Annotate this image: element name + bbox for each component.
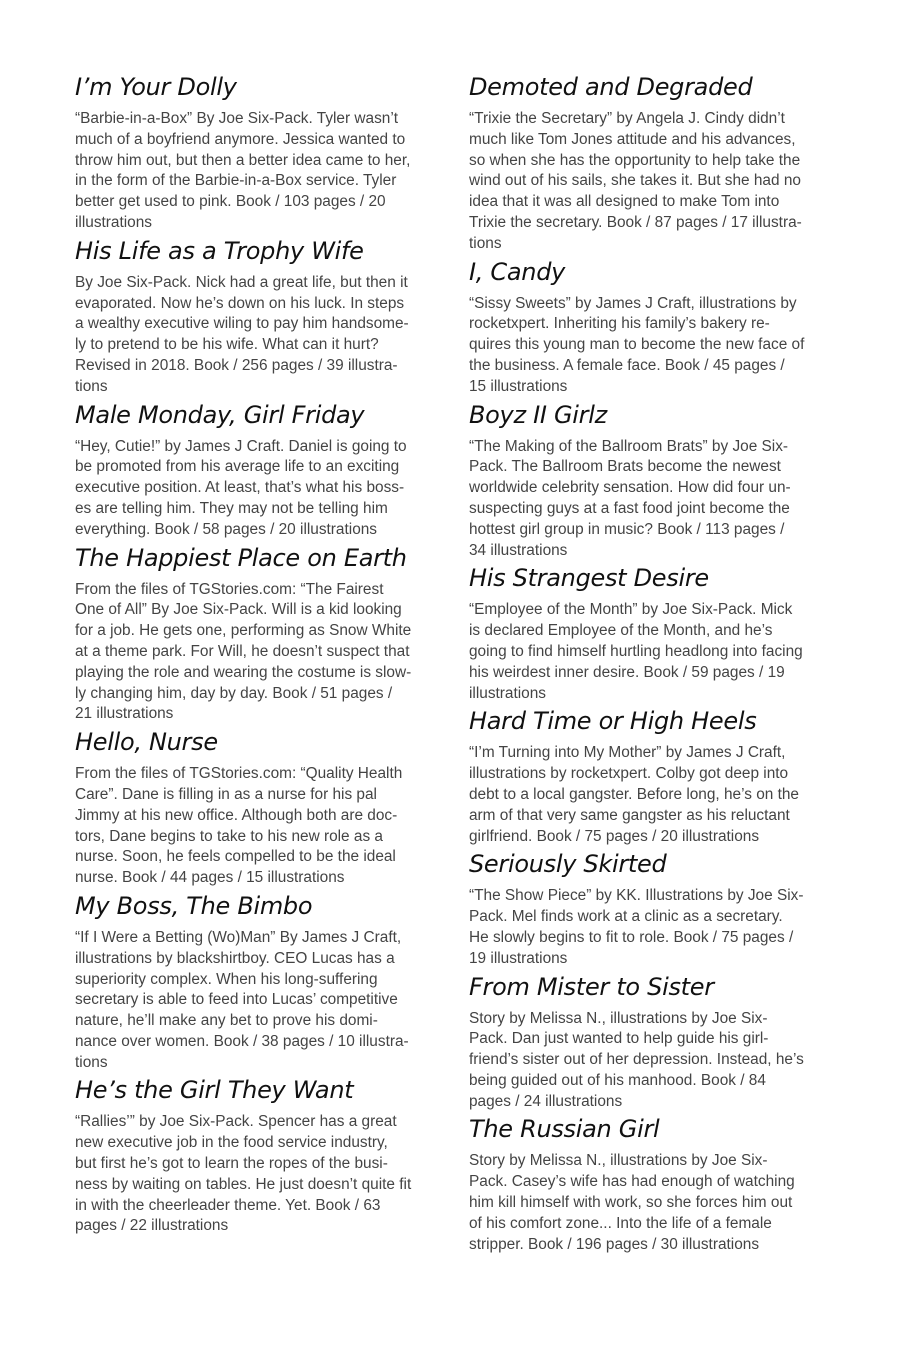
book-title: His Life as a Trophy Wife <box>75 236 364 265</box>
book-description: “Trixie the Secretary” by Angela J. Cindy didn’t much like Tom Jones attitude and his advances, so when she has the opportunity to help take the wind out of his sails, she takes it. But she had no idea that it was all designed to make Tom into Trixie the secretary. Book / 87 pages / 17 illustra- tions <box>469 110 802 252</box>
book-entry <box>75 234 435 398</box>
book-title: I, Candy <box>469 257 566 286</box>
book-entry <box>75 70 435 234</box>
book-entry <box>469 970 829 1113</box>
book-description: Story by Melissa N., illustrations by Joe Six- Pack. Casey’s wife has had enough of watching him kill himself with work, so she forces him out of his comfort zone... Into the life of a female stripper. Book / 196 pages / 30 illustrations <box>469 1152 795 1253</box>
book-description: “The Show Piece” by KK. Illustrations by Joe Six- Pack. Mel finds work at a clinic as a secretary. He slowly begins to fit to role. Book / 75 pages / 19 illustrations <box>469 887 804 967</box>
book-description: From the files of TGStories.com: “The Fairest One of All” By Joe Six-Pack. Will is a kid looking for a job. He gets one, performing as Snow White at a theme park. For Will, he doesn’t suspect that playing the role and wearing the costume is slow- ly changing him, day by day. Book / 51 pages / 21 illustrations <box>75 580 412 723</box>
book-entry <box>75 398 435 541</box>
right-column <box>469 70 829 1255</box>
book-title: From Mister to Sister <box>469 972 714 1001</box>
book-description: By Joe Six-Pack. Nick had a great life, but then it evaporated. Now he’s down on his luck. In steps a wealthy executive wiling to pay him handsome- ly to pretend to be his wife. What can it hurt? Revised in 2018. Book / 256 pages / 39 illustra- tions <box>75 273 409 395</box>
book-entry <box>469 70 829 255</box>
book-title: My Boss, The Bimbo <box>75 891 313 920</box>
book-entry <box>75 541 435 726</box>
book-title: He’s the Girl They Want <box>75 1076 354 1105</box>
book-description: “Sissy Sweets” by James J Craft, illustrations by rocketxpert. Inheriting his family’s bakery re- quires this young man to become the new face of the business. A female face. Book / 45 pages / 15 illustrations <box>469 294 805 395</box>
book-title: His Strangest Desire <box>469 564 709 593</box>
book-description: “I’m Turning into My Mother” by James J Craft, illustrations by rocketxpert. Colby got deep into debt to a local gangster. Before long, he’s on the arm of that very same gangster as his reluctant girlfriend. Book / 75 pages / 20 illustrations <box>469 744 799 845</box>
left-column <box>75 70 435 1237</box>
book-description: From the files of TGStories.com: “Quality Health Care”. Dane is filling in as a nurse for his pal Jimmy at his new office. Although both are doc- tors, Dane begins to take to his new role as a nurse. Soon, he feels compelled to be the ideal nurse. Book / 44 pages / 15 illustrations <box>75 765 403 887</box>
book-entry <box>75 889 435 1074</box>
book-description: “Employee of the Month” by Joe Six-Pack. Mick is declared Employee of the Month, and he’s going to find himself hurtling headlong into facing his weirdest inner desire. Book / 59 pages / 19 illustrations <box>469 601 803 702</box>
book-title: Hello, Nurse <box>75 728 218 757</box>
book-description: “Rallies’” by Joe Six-Pack. Spencer has a great new executive job in the food service industry, but first he’s got to learn the ropes of the busi- ness by waiting on tables. He just doesn’t quite fit in with the cheerleader theme. Yet. Book / 63 pages / 22 illustrations <box>75 1113 412 1235</box>
book-title: Demoted and Degraded <box>469 73 753 101</box>
book-title: I’m Your Dolly <box>75 73 237 101</box>
book-entry <box>469 398 829 562</box>
book-entry <box>469 704 829 847</box>
book-description: “The Making of the Ballroom Brats” by Joe Six- Pack. The Ballroom Brats become the newest worldwide celebrity sensation. How did four un- suspecting guys at a fast food joint become the hottest girl group in music? Book / 113 pages / 34 illustrations <box>469 437 791 559</box>
book-title: Boyz II Girlz <box>469 400 607 429</box>
book-description: “If I Were a Betting (Wo)Man” By James J Craft, illustrations by blackshirtboy. CEO Lucas has a superiority complex. When his long-suffering secretary is able to feed into Lucas’ competitive nature, he’ll make any bet to prove his domi- nance over women. Book / 38 pages / 10 illustra- tions <box>75 928 409 1071</box>
book-description: “Hey, Cutie!” by James J Craft. Daniel is going to be promoted from his average life to an exciting executive position. At least, that’s what his boss- es are telling him. They may not be telling him everything. Book / 58 pages / 20 illustrations <box>75 437 407 538</box>
book-entry <box>75 725 435 889</box>
book-title: Seriously Skirted <box>469 850 667 879</box>
book-description: “Barbie-in-a-Box” By Joe Six-Pack. Tyler wasn’t much of a boyfriend anymore. Jessica wanted to throw him out, but then a better idea came to her, in the form of the Barbie-in-a-Box service. Tyler better get used to pink. Book / 103 pages / 20 illustrations <box>75 110 411 231</box>
book-entry <box>469 1112 829 1255</box>
book-title: Hard Time or High Heels <box>469 707 757 736</box>
book-title: The Russian Girl <box>469 1115 660 1144</box>
book-entry <box>469 847 829 969</box>
book-entry <box>75 1073 435 1237</box>
book-entry <box>469 561 829 704</box>
book-entry <box>469 255 829 398</box>
book-title: Male Monday, Girl Friday <box>75 400 365 429</box>
book-description: Story by Melissa N., illustrations by Joe Six- Pack. Dan just wanted to help guide his girl- friend’s sister out of her depression. Instead, he’s being guided out of his manhood. Book / 84 pages / 24 illustrations <box>469 1009 804 1110</box>
book-title: The Happiest Place on Earth <box>75 543 407 572</box>
